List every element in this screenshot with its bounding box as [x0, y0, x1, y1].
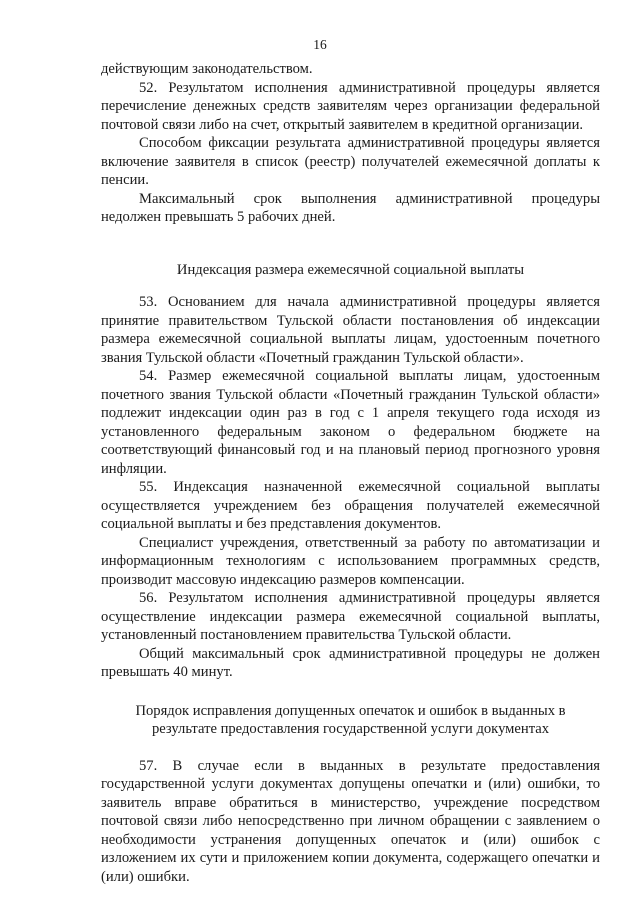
section-heading-indexation: Индексация размера ежемесячной социальной выплаты — [176, 261, 525, 278]
paragraph-57: 57. В случае если в выданных в результате предоставления государственной услуги документах допущены опечатки и (или) ошибки, то заявитель вправе обратиться в министерство, учреждение посредством почтовой связи либо непосредственно при личном обращении с заявлением о необходимости устранения допущенных опечаток и (или) ошибок с изложением их сути и приложением копии документа, содержащего опечатки и (или) ошибки. — [101, 757, 600, 885]
paragraph-max-duration: Максимальный срок выполнения административной процедуры недолжен превышать 5 рабочих дней. — [101, 190, 600, 225]
carryover-text: действующим законодательством. — [101, 61, 313, 77]
document-body — [101, 60, 600, 886]
paragraph-55: 55. Индексация назначенной ежемесячной социальной выплаты осуществляется учреждением без обращения получателей ежемесячной социальной выплаты и без представления документов. — [101, 479, 600, 532]
paragraph-52: 52. Результатом исполнения административной процедуры является перечисление денежных средств заявителям через организации федеральной почтовой связи либо на счет, открытый заявителем в кредитной организации. — [101, 79, 600, 133]
paragraph-total-duration: Общий максимальный срок административной процедуры не должен превышать 40 минут. — [101, 645, 600, 680]
paragraph-specialist: Специалист учреждения, ответственный за работу по автоматизации и информационным технологиям с использованием программных средств, производит массовую индексацию размеров компенсации. — [101, 534, 600, 588]
paragraph-56: 56. Результатом исполнения административной процедуры является осуществление индексации размера ежемесячной социальной выплаты, установленный постановлением правительства Тульской области. — [101, 590, 600, 643]
paragraph-54: 54. Размер ежемесячной социальной выплаты лицам, удостоенным почетного звания Тульской области «Почетный гражданин Тульской области» подлежит индексации один раз в год с 1 апреля текущего года исходя из установленного федеральным законом о федеральном бюджете на соответствующий финансовый год и на плановый период прогнозного уровня инфляции. — [101, 368, 600, 477]
paragraph-53: 53. Основанием для начала административной процедуры является принятие правительством Тульской области постановления об индексации размера ежемесячной социальной выплаты лицам, удостоенным почетного звания Тульской области «Почетный гражданин Тульской области». — [101, 294, 600, 366]
section-heading-corrections: Порядок исправления допущенных опечаток и ошибок в выданных в результате предоставления государственной услуги документах — [135, 702, 566, 737]
paragraph-result-fixation: Способом фиксации результата административной процедуры является включение заявителя в список (реестр) получателей ежемесячной доплаты к пенсии. — [101, 135, 600, 188]
page-number: 16 — [313, 37, 327, 52]
